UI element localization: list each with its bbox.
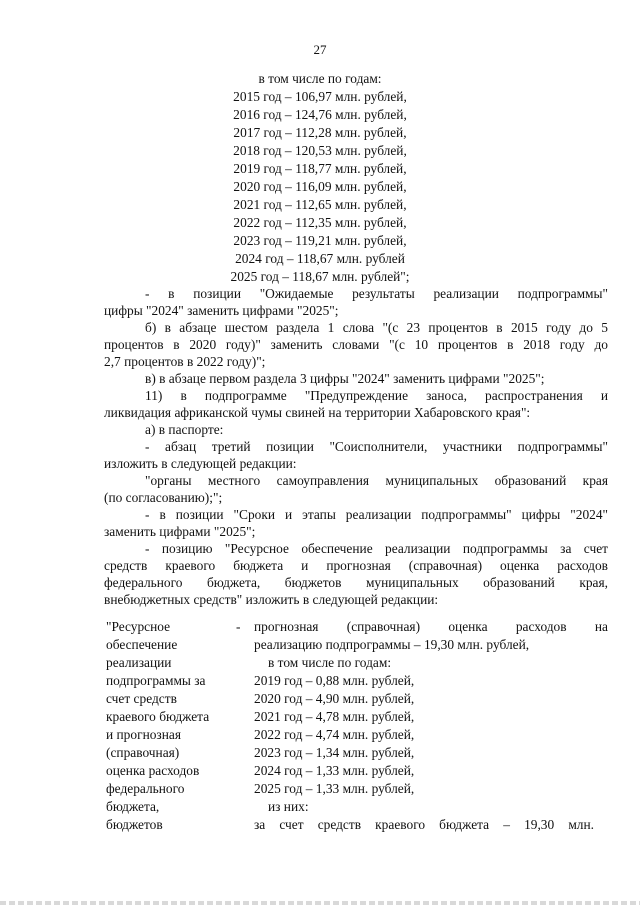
table-left-cell-line: счет средств xyxy=(106,691,177,706)
table-right-year: 2022 год – 4,74 млн. рублей, xyxy=(254,727,415,742)
table-left-cell-line: оценка расходов xyxy=(106,763,200,778)
years-intro: в том числе по годам: xyxy=(258,71,382,86)
table-left-cell-line: реализации xyxy=(106,655,172,670)
year-line: 2024 год – 118,67 млн. рублей xyxy=(235,251,405,266)
table-right-year: 2024 год – 1,33 млн. рублей, xyxy=(254,763,415,778)
table-left-cell-line: краевого бюджета xyxy=(106,709,210,724)
paragraph-line: ликвидация африканской чумы свиней на территории Хабаровского края": xyxy=(104,405,531,420)
paragraph-line: в) в абзаце первом раздела 3 цифры "2024" заменить цифрами "2025"; xyxy=(145,371,545,386)
table-right-year: 2023 год – 1,34 млн. рублей, xyxy=(254,745,415,760)
scan-edge-artifact xyxy=(0,901,640,905)
paragraph-line: федерального бюджета, бюджетов муниципальных образований края, xyxy=(104,575,608,590)
paragraph-line: - в позиции "Ожидаемые результаты реализации подпрограммы" xyxy=(145,286,608,301)
year-line: 2017 год – 112,28 млн. рублей, xyxy=(233,125,407,140)
table-right-line: прогнозная (справочная) оценка расходов на xyxy=(254,619,608,634)
paragraph-line: 2,7 процентов в 2022 году)"; xyxy=(104,354,266,369)
paragraph-line: внебюджетных средств" изложить в следующей редакции: xyxy=(104,592,439,607)
paragraph-line: процентов в 2020 году)" заменить словами "(с 10 процентов в 2018 году до xyxy=(104,337,608,352)
table-left-cell-line: "Ресурсное xyxy=(106,619,171,634)
paragraph-line: 11) в подпрограмме "Предупреждение заноса, распространения и xyxy=(145,388,608,403)
paragraph-line: - позицию "Ресурсное обеспечение реализации подпрограммы за счет xyxy=(145,541,608,556)
paragraph-line: "органы местного самоуправления муниципальных образований края xyxy=(145,473,608,488)
table-left-cell-line: и прогнозная xyxy=(106,727,181,742)
table-right-line: в том числе по годам: xyxy=(268,655,392,670)
table-left-cell-line: подпрограммы за xyxy=(106,673,206,688)
paragraph-line: средств краевого бюджета и прогнозная (справочная) оценка расходов xyxy=(104,558,608,573)
year-line: 2023 год – 119,21 млн. рублей, xyxy=(233,233,407,248)
paragraph-line: - в позиции "Сроки и этапы реализации подпрограммы" цифры "2024" xyxy=(145,507,608,522)
paragraph-line: цифры "2024" заменить цифрами "2025"; xyxy=(104,303,339,318)
table-dash: - xyxy=(236,619,241,634)
table-right-line: реализацию подпрограммы – 19,30 млн. рублей, xyxy=(254,637,530,652)
year-line: 2018 год – 120,53 млн. рублей, xyxy=(233,143,407,158)
paragraph-line: заменить цифрами "2025"; xyxy=(104,524,256,539)
paragraph-line: изложить в следующей редакции: xyxy=(104,456,297,471)
year-line: 2019 год – 118,77 млн. рублей, xyxy=(233,161,407,176)
table-right-year: 2019 год – 0,88 млн. рублей, xyxy=(254,673,415,688)
paragraph-line: - абзац третий позиции "Соисполнители, участники подпрограммы" xyxy=(145,439,608,454)
table-right-line: из них: xyxy=(268,799,309,814)
year-line: 2025 год – 118,67 млн. рублей"; xyxy=(230,269,410,284)
table-right-year: 2025 год – 1,33 млн. рублей, xyxy=(254,781,415,796)
year-line: 2020 год – 116,09 млн. рублей, xyxy=(233,179,407,194)
table-left-cell-line: федерального xyxy=(106,781,185,796)
paragraph-line: (по согласованию);"; xyxy=(104,490,223,505)
page-number: 27 xyxy=(313,42,327,57)
table-left-cell-line: бюджета, xyxy=(106,799,160,814)
table-left-cell-line: (справочная) xyxy=(106,745,180,760)
year-line: 2016 год – 124,76 млн. рублей, xyxy=(233,107,407,122)
table-right-year: 2020 год – 4,90 млн. рублей, xyxy=(254,691,415,706)
table-right-year: 2021 год – 4,78 млн. рублей, xyxy=(254,709,415,724)
table-right-line: за счет средств краевого бюджета – 19,30 млн. xyxy=(254,817,594,832)
table-left-cell-line: обеспечение xyxy=(106,637,178,652)
paragraph-line: а) в паспорте: xyxy=(145,422,224,437)
paragraph-line: б) в абзаце шестом раздела 1 слова "(с 23 процентов в 2015 году до 5 xyxy=(145,320,608,335)
year-line: 2021 год – 112,65 млн. рублей, xyxy=(233,197,407,212)
year-line: 2015 год – 106,97 млн. рублей, xyxy=(233,89,407,104)
table-left-cell-line: бюджетов xyxy=(106,817,163,832)
year-line: 2022 год – 112,35 млн. рублей, xyxy=(233,215,407,230)
